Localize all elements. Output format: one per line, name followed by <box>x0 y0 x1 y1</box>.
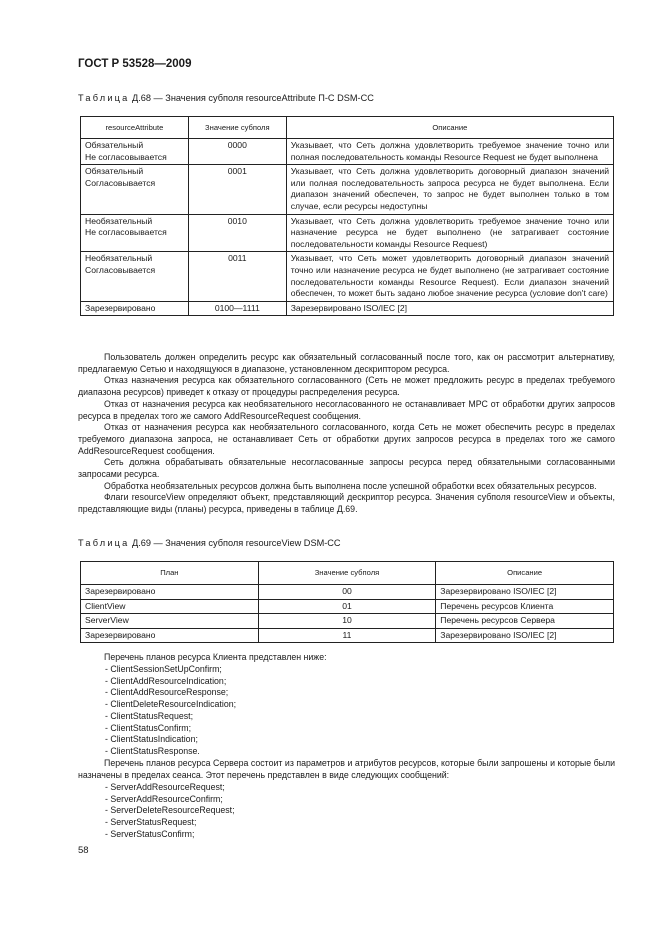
paragraph: Обработка необязательных ресурсов должна быть выполнена после успешной обработки всех обязательных ресурсов. <box>104 480 597 491</box>
attribute-cell: Необязательный Не согласовывается <box>81 214 189 252</box>
resource-view-table <box>80 561 614 643</box>
table2-caption-label: Таблица <box>78 538 130 548</box>
attribute-cell: Необязательный Согласовывается <box>81 252 189 301</box>
value-cell: 0100—1111 <box>188 301 286 316</box>
list-item: - ServerAddResourceConfirm; <box>105 793 223 804</box>
table-row <box>81 585 614 600</box>
description-cell: Зарезервировано ISO/IEC [2] <box>286 301 613 316</box>
value-cell: 0010 <box>188 214 286 252</box>
description-cell: Перечень ресурсов Клиента <box>436 599 614 614</box>
attribute-cell: Обязательный Не согласовывается <box>81 139 189 165</box>
table1-caption-text: Д.68 — Значения субполя resourceAttribute П-С DSM-CC <box>129 93 374 103</box>
paragraph: Сеть должна обрабатывать обязательные несогласованные запросы ресурса перед обязательными согласованными запросами ресурса. <box>78 457 615 480</box>
resource-attribute-table <box>80 116 614 316</box>
plan-cell: Зарезервировано <box>81 628 259 643</box>
client-message-list <box>105 664 236 758</box>
value-cell: 0001 <box>188 165 286 214</box>
list-item: - ServerDeleteResourceRequest; <box>105 805 235 816</box>
table-row <box>81 628 614 643</box>
page-number: 58 <box>78 845 89 856</box>
list-item: - ClientStatusIndication; <box>105 734 198 745</box>
list-item: - ServerAddResourceRequest; <box>105 782 225 792</box>
paragraph: Флаги resourceView определяют объект, представляющий дескриптор ресурса. Значения субполя resourceView и объекты, представляющие виды (планы) ресурса, приведены в таблице Д.69. <box>78 492 615 515</box>
table1-header-row <box>81 117 614 139</box>
list-item: - ClientAddResourceIndication; <box>105 675 227 686</box>
table2-header-row <box>81 562 614 585</box>
description-cell: Зарезервировано ISO/IEC [2] <box>436 585 614 600</box>
body-text-block <box>78 352 615 516</box>
value-cell: 11 <box>258 628 436 643</box>
paragraph: Отказ назначения ресурса как обязательного согласованного (Сеть не может предложить ресурс в пределах требуемого диапазона ресурсов) приведет к отказу от процедуры распределения ресурса. <box>78 375 615 398</box>
list-item: - ClientStatusRequest; <box>105 710 194 721</box>
table2-col-plan: План <box>81 562 259 585</box>
value-cell: 00 <box>258 585 436 600</box>
plan-cell: Зарезервировано <box>81 585 259 600</box>
paragraph: Отказ от назначения ресурса как необязательного несогласованного не останавливает МРС от обработки других запросов ресурса в пределах того же самого AddResourceRequest сообщения. <box>78 398 615 421</box>
table-row <box>81 252 614 301</box>
table-row <box>81 214 614 252</box>
table-row <box>81 165 614 214</box>
value-cell: 0011 <box>188 252 286 301</box>
value-cell: 0000 <box>188 139 286 165</box>
client-list-intro: Перечень планов ресурса Клиента представлен ниже: <box>104 652 327 662</box>
table1-col-value: Значение субполя <box>188 117 286 139</box>
attribute-cell: Обязательный Согласовывается <box>81 165 189 214</box>
table-row <box>81 614 614 629</box>
server-list-intro: Перечень планов ресурса Сервера состоит из параметров и атрибутов ресурсов, которые были запрошены и которые были назначены в пределах сеанса. Этот перечень представлен в виде следующих сообщений: <box>78 758 615 780</box>
table-row <box>81 301 614 316</box>
table2-col-description: Описание <box>436 562 614 585</box>
description-cell: Указывает, что Сеть должна удовлетворить требуемое значение точно или назначение ресурса не будет выполнено (не затрагивает состояние последовательности команды Resource Request) <box>286 214 613 252</box>
table1-col-attribute: resourceAttribute <box>81 117 189 139</box>
description-cell: Перечень ресурсов Сервера <box>436 614 614 629</box>
plan-cell: ServerView <box>81 614 259 629</box>
list-item: - ClientSessionSetUpConfirm; <box>105 664 222 674</box>
server-message-list <box>105 782 235 841</box>
document-code: ГОСТ Р 53528—2009 <box>78 58 192 70</box>
list-item: - ClientStatusConfirm; <box>105 722 192 733</box>
table-row <box>81 139 614 165</box>
table2-caption-text: Д.69 — Значения субполя resourceView DSM-CC <box>129 538 341 548</box>
value-cell: 01 <box>258 599 436 614</box>
table2-caption <box>78 538 341 548</box>
table1-col-description: Описание <box>286 117 613 139</box>
table1-caption-label: Таблица <box>78 93 130 103</box>
plan-cell: ClientView <box>81 599 259 614</box>
list-item: - ServerStatusRequest; <box>105 817 197 828</box>
description-cell: Зарезервировано ISO/IEC [2] <box>436 628 614 643</box>
list-item: - ClientAddResourceResponse; <box>105 687 229 698</box>
table2-col-value: Значение субполя <box>258 562 436 585</box>
table-row <box>81 599 614 614</box>
list-item: - ServerStatusConfirm; <box>105 828 195 839</box>
description-cell: Указывает, что Сеть должна удовлетворить договорный диапазон значений или полная последовательность запроса ресурса не будет выполнена. Если диапазон значений обеспечен, то запрос не будет выполнен только в том случае, если ресурсы недоступны <box>286 165 613 214</box>
description-cell: Указывает, что Сеть должна удовлетворить требуемое значение точно или полная последовательность команды Resource Request не будет выполнена <box>286 139 613 165</box>
paragraph: Отказ от назначения ресурса как необязательного согласованного, когда Сеть не может обеспечить ресурс в пределах требуемого диапазона запроса, не останавливает Сеть от обработки других запросов ресурса в пределах того же самого AddResourceRequest сообщения. <box>78 422 615 456</box>
attribute-cell: Зарезервировано <box>81 301 189 316</box>
description-cell: Указывает, что Сеть может удовлетворить договорный диапазон значений точно или назначение ресурса не будет выполнено (не затрагивает состояние последовательности команды Resource Request). Если диапазон значений обеспечен, то может быть задано любое значение ресурса (условие don't care) <box>286 252 613 301</box>
list-item: - ClientStatusResponse. <box>105 745 200 756</box>
list-item: - ClientDeleteResourceIndication; <box>105 699 237 710</box>
value-cell: 10 <box>258 614 436 629</box>
paragraph: Пользователь должен определить ресурс как обязательный согласованный после того, как он рассмотрит альтернативу, предлагаемую Сетью и находящуюся в диапазоне, установленном дескриптором ресурса. <box>78 352 615 374</box>
table1-caption <box>78 93 374 103</box>
